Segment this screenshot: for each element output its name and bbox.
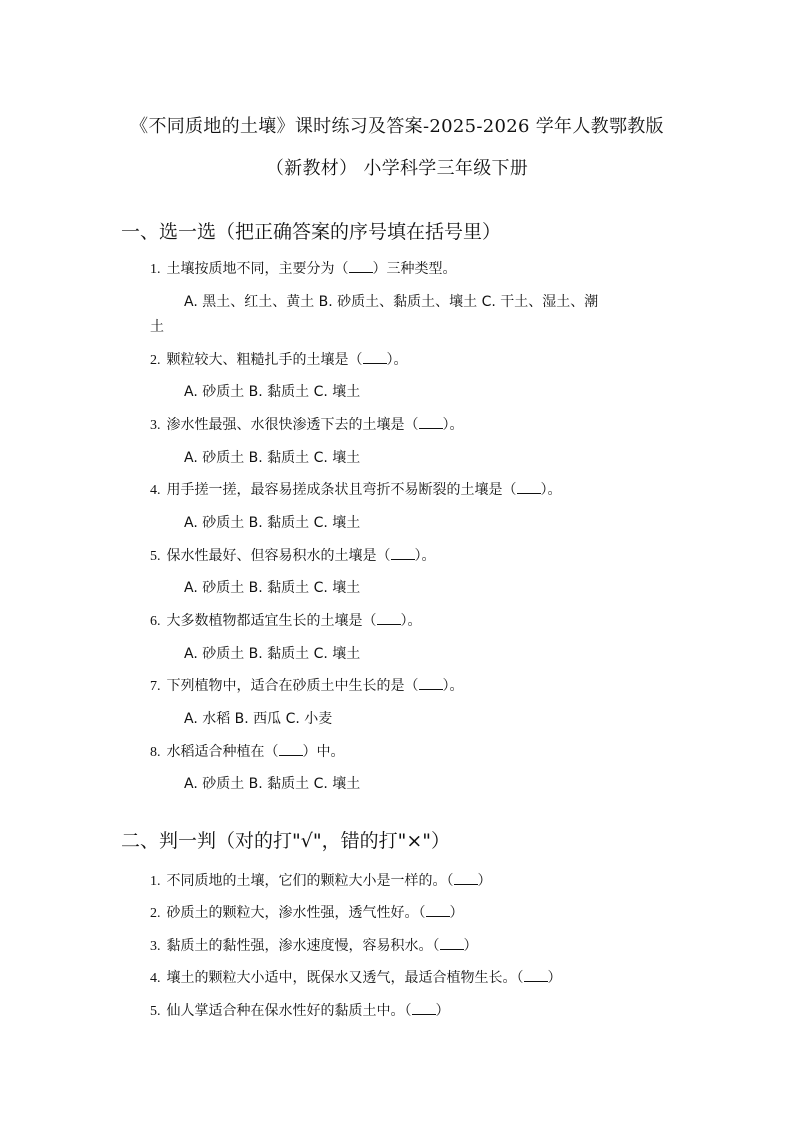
question-text-end: ）三种类型。 [372,261,457,277]
answer-blank[interactable] [412,1002,436,1015]
document-subtitle: （新教材） 小学科学三年级下册 [265,158,529,179]
answer-blank[interactable] [279,743,303,756]
question-number: 3. [150,939,161,954]
answer-blank[interactable] [454,872,478,885]
question-6-options: A. 砂质土 B. 黏质土 C. 壤土 [184,646,361,662]
question-1-options: A. 黑土、红土、黄土 B. 砂质土、黏质土、壤土 C. 干土、湿土、潮 [184,294,599,310]
question-number: 2. [150,353,161,368]
question-text-end: ）中。 [302,744,345,760]
question-3-options: A. 砂质土 B. 黏质土 C. 壤土 [184,450,361,466]
question-5-options: A. 砂质土 B. 黏质土 C. 壤土 [184,580,361,596]
question-8 [150,743,345,762]
question-number: 5. [150,1004,161,1019]
question-text-end: ） [477,873,492,889]
answer-blank[interactable] [419,677,443,690]
question-text-end: ）。 [442,417,464,433]
question-text: 渗水性最强、水很快渗透下去的土壤是（ [166,417,419,433]
question-text: 土壤按质地不同，主要分为（ [166,261,349,277]
section-heading-multiple-choice: 一、选一选（把正确答案的序号填在括号里） [121,221,502,243]
question-text: 用手搓一搓，最容易搓成条状且弯折不易断裂的土壤是（ [166,482,517,498]
answer-blank[interactable] [419,416,443,429]
question-text-end: ） [547,970,562,986]
question-text: 水稻适合种植在（ [166,744,279,760]
question-text: 砂质土的颗粒大，渗水性强，透气性好。（ [166,905,426,921]
question-number: 7. [150,679,161,694]
answer-blank[interactable] [391,547,415,560]
question-1 [150,260,457,279]
question-text: 颗粒较大、粗糙扎手的土壤是（ [166,352,363,368]
question-text: 下列植物中，适合在砂质土中生长的是（ [166,678,419,694]
question-text: 黏质土的黏性强，渗水速度慢，容易积水。（ [166,938,440,954]
question-text-end: ）。 [414,548,436,564]
question-8-options: A. 砂质土 B. 黏质土 C. 壤土 [184,776,361,792]
question-text-end: ）。 [386,352,408,368]
answer-blank[interactable] [363,351,387,364]
answer-blank[interactable] [377,612,401,625]
judgment-1 [150,872,492,891]
question-text-end: ） [449,905,464,921]
question-7 [150,677,464,696]
judgment-4 [150,969,562,988]
question-number: 4. [150,971,161,986]
question-3 [150,416,464,435]
judgment-5 [150,1002,450,1021]
question-4-options: A. 砂质土 B. 黏质土 C. 壤土 [184,515,361,531]
question-5 [150,547,436,566]
question-4 [150,481,562,500]
judgment-3 [150,937,478,956]
question-1-options-continued: 土 [150,319,164,335]
question-text: 大多数植物都适宜生长的土壤是（ [166,613,377,629]
question-7-options: A. 水稻 B. 西瓜 C. 小麦 [184,711,333,727]
question-text: 不同质地的土壤，它们的颗粒大小是一样的。（ [166,873,454,889]
question-number: 6. [150,614,161,629]
document-title: 《不同质地的土壤》课时练习及答案-2025-2026 学年人教鄂教版 [130,116,664,137]
section-heading-true-false: 二、判一判（对的打"√"，错的打"×"） [121,830,450,852]
answer-blank[interactable] [517,481,541,494]
question-6 [150,612,422,631]
question-text-end: ）。 [540,482,562,498]
answer-blank[interactable] [524,969,548,982]
question-text-end: ） [463,938,478,954]
question-number: 2. [150,906,161,921]
question-2-options: A. 砂质土 B. 黏质土 C. 壤土 [184,384,361,400]
question-text-end: ） [435,1003,450,1019]
question-text-end: ）。 [442,678,464,694]
question-text-end: ）。 [400,613,422,629]
question-number: 3. [150,418,161,433]
answer-blank[interactable] [440,937,464,950]
question-number: 1. [150,874,161,889]
question-text: 仙人掌适合种在保水性好的黏质土中。（ [166,1003,412,1019]
question-number: 1. [150,262,161,277]
question-text: 壤土的颗粒大小适中，既保水又透气，最适合植物生长。（ [166,970,524,986]
question-number: 8. [150,745,161,760]
answer-blank[interactable] [426,904,450,917]
question-number: 4. [150,483,161,498]
answer-blank[interactable] [349,260,373,273]
judgment-2 [150,904,464,923]
question-number: 5. [150,549,161,564]
question-2 [150,351,408,370]
question-text: 保水性最好、但容易积水的土壤是（ [166,548,391,564]
